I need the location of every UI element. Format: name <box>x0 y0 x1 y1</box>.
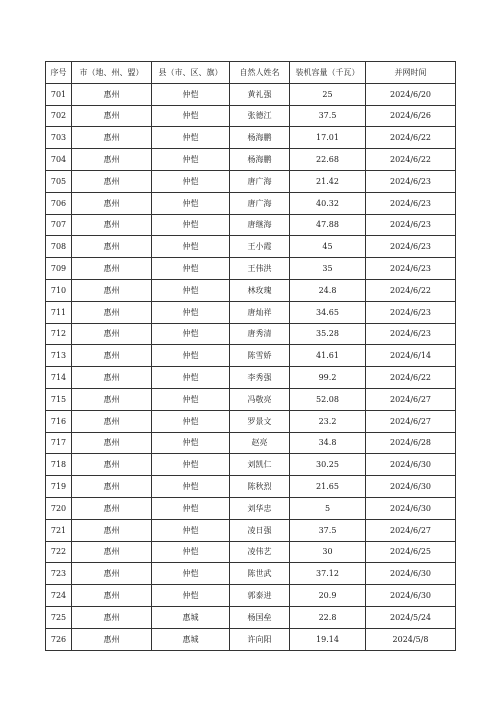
city-cell: 惠州 <box>72 606 152 628</box>
capacity-cell: 99.2 <box>290 367 366 389</box>
capacity-cell: 22.8 <box>290 606 366 628</box>
table-row <box>46 149 456 171</box>
capacity-cell: 37.12 <box>290 563 366 585</box>
county-cell: 仲恺 <box>152 541 230 563</box>
serial-number-cell: 715 <box>46 388 72 410</box>
serial-number-cell: 704 <box>46 149 72 171</box>
city-cell: 惠州 <box>72 628 152 650</box>
header-person-name: 自然人姓名 <box>230 62 290 84</box>
person-name-cell: 刘凯仁 <box>230 454 290 476</box>
capacity-cell: 20.9 <box>290 585 366 607</box>
grid-date-cell: 2024/6/30 <box>366 563 456 585</box>
grid-date-cell: 2024/6/30 <box>366 454 456 476</box>
county-cell: 仲恺 <box>152 214 230 236</box>
county-cell: 仲恺 <box>152 563 230 585</box>
county-cell: 仲恺 <box>152 432 230 454</box>
serial-number-cell: 703 <box>46 127 72 149</box>
capacity-cell: 34.65 <box>290 301 366 323</box>
serial-number-cell: 725 <box>46 606 72 628</box>
table-row <box>46 105 456 127</box>
person-name-cell: 郭泰进 <box>230 585 290 607</box>
city-cell: 惠州 <box>72 454 152 476</box>
serial-number-cell: 722 <box>46 541 72 563</box>
county-cell: 仲恺 <box>152 279 230 301</box>
county-cell: 仲恺 <box>152 192 230 214</box>
county-cell: 仲恺 <box>152 388 230 410</box>
grid-date-cell: 2024/6/30 <box>366 585 456 607</box>
table-row <box>46 606 456 628</box>
table-row <box>46 454 456 476</box>
header-serial-number: 序号 <box>46 62 72 84</box>
county-cell: 仲恺 <box>152 410 230 432</box>
capacity-cell: 35.28 <box>290 323 366 345</box>
county-cell: 仲恺 <box>152 258 230 280</box>
table-row <box>46 367 456 389</box>
serial-number-cell: 708 <box>46 236 72 258</box>
city-cell: 惠州 <box>72 214 152 236</box>
table-row <box>46 192 456 214</box>
county-cell: 仲恺 <box>152 476 230 498</box>
capacity-cell: 30.25 <box>290 454 366 476</box>
grid-date-cell: 2024/6/27 <box>366 519 456 541</box>
table-row <box>46 236 456 258</box>
table-body <box>46 83 456 650</box>
person-name-cell: 陈雪娇 <box>230 345 290 367</box>
person-name-cell: 唐秀清 <box>230 323 290 345</box>
capacity-cell: 37.5 <box>290 105 366 127</box>
grid-date-cell: 2024/6/27 <box>366 388 456 410</box>
county-cell: 仲恺 <box>152 170 230 192</box>
city-cell: 惠州 <box>72 541 152 563</box>
person-name-cell: 唐灿祥 <box>230 301 290 323</box>
person-name-cell: 陈世武 <box>230 563 290 585</box>
capacity-cell: 30 <box>290 541 366 563</box>
person-name-cell: 刘华忠 <box>230 497 290 519</box>
person-name-cell: 冯敬亮 <box>230 388 290 410</box>
serial-number-cell: 719 <box>46 476 72 498</box>
person-name-cell: 许向阳 <box>230 628 290 650</box>
grid-date-cell: 2024/6/23 <box>366 323 456 345</box>
serial-number-cell: 707 <box>46 214 72 236</box>
city-cell: 惠州 <box>72 192 152 214</box>
person-name-cell: 杨国垒 <box>230 606 290 628</box>
serial-number-cell: 717 <box>46 432 72 454</box>
table-header-row <box>46 62 456 84</box>
table-row <box>46 585 456 607</box>
city-cell: 惠州 <box>72 83 152 105</box>
grid-date-cell: 2024/6/26 <box>366 105 456 127</box>
header-county: 县（市、区、旗） <box>152 62 230 84</box>
capacity-cell: 45 <box>290 236 366 258</box>
capacity-cell: 17.01 <box>290 127 366 149</box>
capacity-cell: 21.42 <box>290 170 366 192</box>
serial-number-cell: 720 <box>46 497 72 519</box>
grid-date-cell: 2024/6/22 <box>366 127 456 149</box>
grid-date-cell: 2024/6/27 <box>366 410 456 432</box>
person-name-cell: 张德江 <box>230 105 290 127</box>
capacity-cell: 21.65 <box>290 476 366 498</box>
table-row <box>46 345 456 367</box>
table-row <box>46 432 456 454</box>
table-row <box>46 279 456 301</box>
table-row <box>46 519 456 541</box>
person-name-cell: 杨海鹏 <box>230 127 290 149</box>
grid-date-cell: 2024/6/23 <box>366 192 456 214</box>
serial-number-cell: 724 <box>46 585 72 607</box>
serial-number-cell: 723 <box>46 563 72 585</box>
county-cell: 仲恺 <box>152 519 230 541</box>
person-name-cell: 唐广海 <box>230 170 290 192</box>
capacity-cell: 22.68 <box>290 149 366 171</box>
table-row <box>46 127 456 149</box>
table-row <box>46 410 456 432</box>
capacity-cell: 52.08 <box>290 388 366 410</box>
city-cell: 惠州 <box>72 127 152 149</box>
county-cell: 仲恺 <box>152 345 230 367</box>
person-name-cell: 赵亮 <box>230 432 290 454</box>
person-name-cell: 杨海鹏 <box>230 149 290 171</box>
capacity-cell: 23.2 <box>290 410 366 432</box>
capacity-cell: 40.32 <box>290 192 366 214</box>
person-name-cell: 王小霞 <box>230 236 290 258</box>
grid-date-cell: 2024/5/24 <box>366 606 456 628</box>
grid-date-cell: 2024/6/14 <box>366 345 456 367</box>
serial-number-cell: 701 <box>46 83 72 105</box>
person-name-cell: 李秀强 <box>230 367 290 389</box>
person-name-cell: 唐继海 <box>230 214 290 236</box>
table-row <box>46 214 456 236</box>
city-cell: 惠州 <box>72 323 152 345</box>
table-row <box>46 170 456 192</box>
serial-number-cell: 721 <box>46 519 72 541</box>
table-row <box>46 541 456 563</box>
capacity-cell: 5 <box>290 497 366 519</box>
county-cell: 惠城 <box>152 606 230 628</box>
person-name-cell: 凌伟艺 <box>230 541 290 563</box>
city-cell: 惠州 <box>72 497 152 519</box>
county-cell: 仲恺 <box>152 83 230 105</box>
grid-date-cell: 2024/6/23 <box>366 258 456 280</box>
county-cell: 仲恺 <box>152 236 230 258</box>
city-cell: 惠州 <box>72 388 152 410</box>
city-cell: 惠州 <box>72 345 152 367</box>
county-cell: 仲恺 <box>152 585 230 607</box>
capacity-cell: 19.14 <box>290 628 366 650</box>
county-cell: 仲恺 <box>152 301 230 323</box>
county-cell: 仲恺 <box>152 367 230 389</box>
grid-date-cell: 2024/6/23 <box>366 214 456 236</box>
serial-number-cell: 702 <box>46 105 72 127</box>
city-cell: 惠州 <box>72 301 152 323</box>
serial-number-cell: 716 <box>46 410 72 432</box>
serial-number-cell: 713 <box>46 345 72 367</box>
grid-date-cell: 2024/6/22 <box>366 279 456 301</box>
city-cell: 惠州 <box>72 367 152 389</box>
county-cell: 仲恺 <box>152 127 230 149</box>
serial-number-cell: 710 <box>46 279 72 301</box>
person-name-cell: 黄礼强 <box>230 83 290 105</box>
county-cell: 仲恺 <box>152 149 230 171</box>
county-cell: 仲恺 <box>152 497 230 519</box>
grid-date-cell: 2024/6/30 <box>366 476 456 498</box>
grid-date-cell: 2024/6/23 <box>366 301 456 323</box>
capacity-cell: 41.61 <box>290 345 366 367</box>
county-cell: 惠城 <box>152 628 230 650</box>
city-cell: 惠州 <box>72 236 152 258</box>
city-cell: 惠州 <box>72 410 152 432</box>
header-city: 市（地、州、盟） <box>72 62 152 84</box>
table-row <box>46 258 456 280</box>
header-installed-capacity: 装机容量（千瓦） <box>290 62 366 84</box>
table-row <box>46 388 456 410</box>
grid-date-cell: 2024/6/20 <box>366 83 456 105</box>
table-row <box>46 323 456 345</box>
city-cell: 惠州 <box>72 258 152 280</box>
pv-registration-table <box>45 61 456 651</box>
capacity-cell: 24.8 <box>290 279 366 301</box>
city-cell: 惠州 <box>72 170 152 192</box>
serial-number-cell: 714 <box>46 367 72 389</box>
grid-date-cell: 2024/6/23 <box>366 236 456 258</box>
capacity-cell: 25 <box>290 83 366 105</box>
city-cell: 惠州 <box>72 279 152 301</box>
city-cell: 惠州 <box>72 476 152 498</box>
serial-number-cell: 726 <box>46 628 72 650</box>
table-row <box>46 301 456 323</box>
header-grid-connection-date: 并网时间 <box>366 62 456 84</box>
city-cell: 惠州 <box>72 519 152 541</box>
city-cell: 惠州 <box>72 563 152 585</box>
person-name-cell: 林玫瑰 <box>230 279 290 301</box>
grid-date-cell: 2024/6/22 <box>366 367 456 389</box>
grid-date-cell: 2024/6/23 <box>366 170 456 192</box>
capacity-cell: 47.88 <box>290 214 366 236</box>
city-cell: 惠州 <box>72 585 152 607</box>
person-name-cell: 罗景文 <box>230 410 290 432</box>
city-cell: 惠州 <box>72 105 152 127</box>
serial-number-cell: 712 <box>46 323 72 345</box>
grid-date-cell: 2024/6/25 <box>366 541 456 563</box>
capacity-cell: 35 <box>290 258 366 280</box>
serial-number-cell: 711 <box>46 301 72 323</box>
serial-number-cell: 706 <box>46 192 72 214</box>
serial-number-cell: 718 <box>46 454 72 476</box>
serial-number-cell: 709 <box>46 258 72 280</box>
capacity-cell: 37.5 <box>290 519 366 541</box>
capacity-cell: 34.8 <box>290 432 366 454</box>
county-cell: 仲恺 <box>152 323 230 345</box>
county-cell: 仲恺 <box>152 454 230 476</box>
table-row <box>46 563 456 585</box>
grid-date-cell: 2024/6/22 <box>366 149 456 171</box>
table-row <box>46 497 456 519</box>
serial-number-cell: 705 <box>46 170 72 192</box>
table-row <box>46 83 456 105</box>
person-name-cell: 唐广海 <box>230 192 290 214</box>
person-name-cell: 凌日强 <box>230 519 290 541</box>
table-row <box>46 628 456 650</box>
person-name-cell: 陈秋烈 <box>230 476 290 498</box>
city-cell: 惠州 <box>72 149 152 171</box>
grid-date-cell: 2024/6/30 <box>366 497 456 519</box>
city-cell: 惠州 <box>72 432 152 454</box>
table-row <box>46 476 456 498</box>
grid-date-cell: 2024/6/28 <box>366 432 456 454</box>
grid-date-cell: 2024/5/8 <box>366 628 456 650</box>
county-cell: 仲恺 <box>152 105 230 127</box>
person-name-cell: 王伟洪 <box>230 258 290 280</box>
